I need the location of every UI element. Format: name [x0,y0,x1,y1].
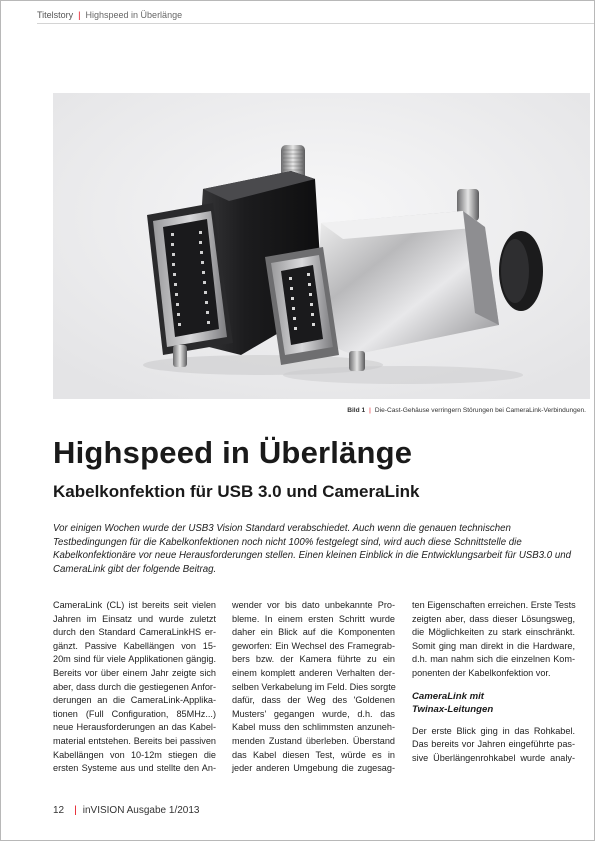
body-column-1 [53,599,216,776]
page-header [37,10,182,20]
paragraph-gap [412,716,575,725]
body-line: Musters' gegangen wurde, d.h. das [232,708,395,719]
body-line: die Möglichkeiten zu stark einschränkt. [412,627,575,638]
body-line: geworfen: Ein Wechsel des Framegrab- [232,640,395,651]
body-line: ten Eigenschaften erreichen. Erste Tests [412,600,576,610]
body-line: neue Herausforderungen an das Kabel- [53,722,216,733]
body-line: bleme. In einem ersten Schritt wurde [232,613,395,624]
body-line: Das bereits vor Jahren eingeführte pas- [412,739,575,750]
body-line: Bereits vor über einem Jahr zeigte sich [53,667,216,678]
article-subtitle: Kabelkonfektion für USB 3.0 und CameraLink [53,482,420,501]
body-line: einem komplett anderen Verhalten der- [232,667,395,678]
body-line: Der erste Blick ging in das Rohkabel. [412,725,575,736]
body-line: Somit ging man direkt in die Hardware, [412,640,575,651]
body-line: menden Zustand überleben. Überstand [232,735,395,746]
article-title: Highspeed in Überlänge [53,435,413,470]
page-number: 12 [53,805,65,816]
body-line: dafür, dass der Weg des 'Goldenen [232,695,395,706]
body-line: bers bzw. der Kamera führte zu ein [232,654,395,665]
caption-separator: | [369,407,371,414]
body-line: CameraLink (CL) ist bereits seit vielen [53,600,216,610]
body-line: tionen (Full Configuration, 85MHz...) [53,708,216,719]
body-line: Kabel muss den schlimmsten anzuneh- [232,722,395,733]
body-line: daher ein Blick auf die Komponenten [232,627,395,638]
body-line: gänzt. Passive Kabellängen von 15- [53,640,216,651]
caption-label: Bild 1 [347,407,366,414]
section-label: Titelstory [37,10,74,20]
body-line: zeigten aber, dass dieser Lösungsweg, [412,613,575,624]
photo-caption [347,407,586,414]
connector-photo [53,93,590,399]
caption-text: Die-Cast-Gehäuse verringern Störungen bei CameraLink-Verbindungen. [374,407,586,414]
body-column-2 [232,599,395,776]
page-footer [53,805,199,816]
body-line: das Kabel diesen Test, würde es in [232,749,395,760]
section-subheading: CameraLink mit [412,690,484,702]
section-subheading: Twinax-Leitungen [412,703,494,715]
body-line: d.h. man nahm sich die einzelnen Kom- [412,654,575,665]
paragraph-gap [412,681,575,690]
body-column-3 [412,599,575,765]
body-line: derungen an die CameraLink-Applika- [53,695,216,706]
body-line: Jahren im Einsatz und wurde zuletzt [53,613,216,624]
header-separator: | [78,10,81,20]
body-line: ponenten der Kabelkonfektion vor. [412,667,551,678]
body-line: material entstehen. Bereits bei passiven [53,735,216,746]
footer-separator: | [74,805,77,816]
body-line: Kabellängen von 10-12m stiegen die [53,749,216,760]
body-line: durch den Standard CameraLinkHS er- [53,627,216,638]
body-line: wender vor bis dato unbekannte Pro- [232,600,395,610]
body-line: selben Verkabelung im Feld. Dies sorgte [232,681,396,692]
body-line: ersten Systeme aus und stellte den An- [53,763,216,774]
body-line: 20m sind für viele Applikationen gängig. [53,654,216,665]
article-lead: Vor einigen Wochen wurde der USB3 Vision Standard verabschiedet. Auch wenn die genauen technischen Testbedingungen für die Kabelkonfektionen noch nicht 100% festgelegt sind, wird auch diese Schnittstelle die Kabelkonfektionäre vor neue Herausforderungen stellen. Einen kleinen Einblick in die Entwicklungsarbeit für USB3.0 und CameraLink gibt der folgende Beitrag. [53,523,572,575]
header-divider [37,23,594,24]
publication-name: inVISION Ausgabe 1/2013 [82,805,200,816]
body-line: jeder anderen Umgebung die zugesag- [232,763,395,774]
body-line: sive Überlängenrohkabel wurde analy- [412,752,575,763]
body-line: aber, dass durch die gestiegenen Anfor- [53,681,216,692]
connector-illustration [53,93,590,399]
header-topic: Highspeed in Überlänge [85,10,183,20]
